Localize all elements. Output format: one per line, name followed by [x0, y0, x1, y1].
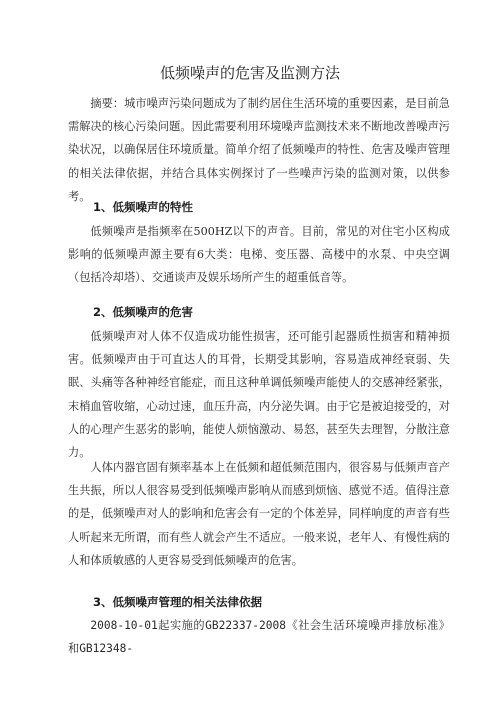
document-title: 低频噪声的危害及监测方法 — [159, 64, 340, 82]
section-1-heading: 1、低频噪声的特性 — [93, 200, 194, 214]
abstract-paragraph: 摘要：城市噪声污染问题成为了制约居住生活环境的重要因素，是目前急需解决的核心污染问题。因此需要利用环境噪声监测技术来不断地改善噪声污染状况，以确保居住环境质量。简单介绍了低频噪声的特性、危害及噪声管理的相关法律依据，并结合具体实例探讨了一些噪声污染的监测对策，以供参考。 — [68, 97, 450, 203]
section-1-paragraph: 低频噪声是指频率在500HZ以下的声音。目前，常见的对住宅小区构成影响的低频噪声源主要有6大类：电梯、变压器、高楼中的水泵、中央空调（包括冷却塔）、交通谈声及娱乐场所产生的超重低音等。 — [68, 225, 450, 285]
section-3-paragraph: 2008-10-01起实施的GB22337-2008《社会生活环境噪声排放标准》和GB12348- — [68, 619, 450, 656]
section-2-paragraph-1: 低频噪声对人体不仅造成功能性损害，还可能引起器质性损害和精神损害。低频噪声由于可直达人的耳骨，长期受其影响，容易造成神经衰弱、失眠、头痛等各种神经官能症，而且这种单调低频噪声能使人的交感神经紧张，末梢血管收缩，心动过速，血压升高，内分泌失调。由于它是被迫接受的，对人的心理产生恶劣的影响，能使人烦恼激动、易怒，甚至失去理智，分散注意力。 — [68, 330, 450, 460]
section-2-paragraph-2: 人体内器官固有频率基本上在低频和超低频范围内，很容易与低频声音产生共振，所以人很容易受到低频噪声影响从而感到烦恼、感觉不适。值得注意的是，低频噪声对人的影响和危害会有一定的个体差异，同样响度的声音有些人听起来无所谓，而有些人就会产生不适应。一般来说，老年人、有慢性病的人和体质敏感的人更容易受到低频噪声的危害。 — [68, 461, 450, 567]
section-3-heading: 3、低频噪声管理的相关法律依据 — [93, 595, 262, 609]
section-2-heading: 2、低频噪声的危害 — [93, 305, 194, 319]
